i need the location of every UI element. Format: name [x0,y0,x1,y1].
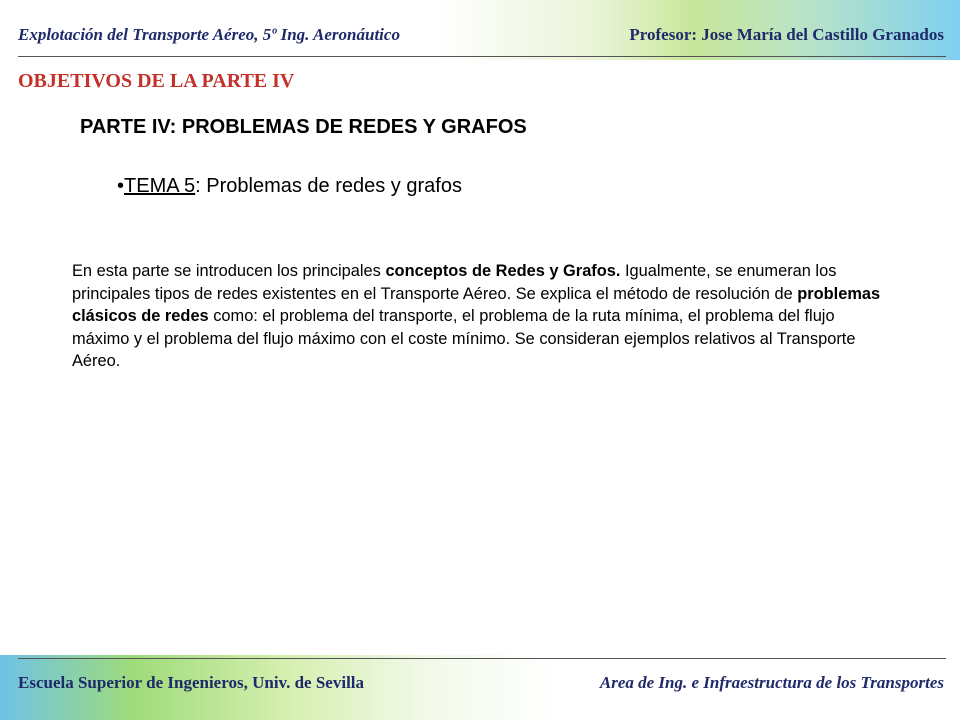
footer-divider [18,658,946,659]
department-area: Area de Ing. e Infraestructura de los Transportes [599,673,944,692]
part-title: PARTE IV: PROBLEMAS DE REDES Y GRAFOS [80,116,527,138]
tema-5-link[interactable]: TEMA 5 [124,175,196,197]
body-bold-2: problemas clásicos de redes [72,284,881,325]
school-name: Escuela Superior de Ingenieros, Univ. de Sevilla [18,673,365,692]
body-text-1: En esta parte se introducen los principales [72,262,386,280]
header-divider [18,56,946,57]
body-paragraph [72,260,892,373]
body-bold-1: conceptos de Redes y Grafos. [385,262,621,280]
body-text-3: como: el problema del transporte, el problema de la ruta mínima, el problema del flujo máximo y el problema del flujo máximo con el coste mínimo. Se consideran ejemplos relativos al Transporte Aéreo. [72,307,856,370]
tema-bullet-item [117,175,462,198]
professor-name: Profesor: Jose María del Castillo Granados [629,25,944,44]
body-text-2: Igualmente, se enumeran los principales tipos de redes existentes en el Transporte Aéreo. Se explica el método de resolución de [72,262,837,303]
bullet-glyph: • [117,175,125,197]
tema-description: : Problemas de redes y grafos [195,175,462,197]
section-title: OBJETIVOS DE LA PARTE IV [18,70,295,92]
course-title: Explotación del Transporte Aéreo, 5º Ing. Aeronáutico [18,25,400,44]
